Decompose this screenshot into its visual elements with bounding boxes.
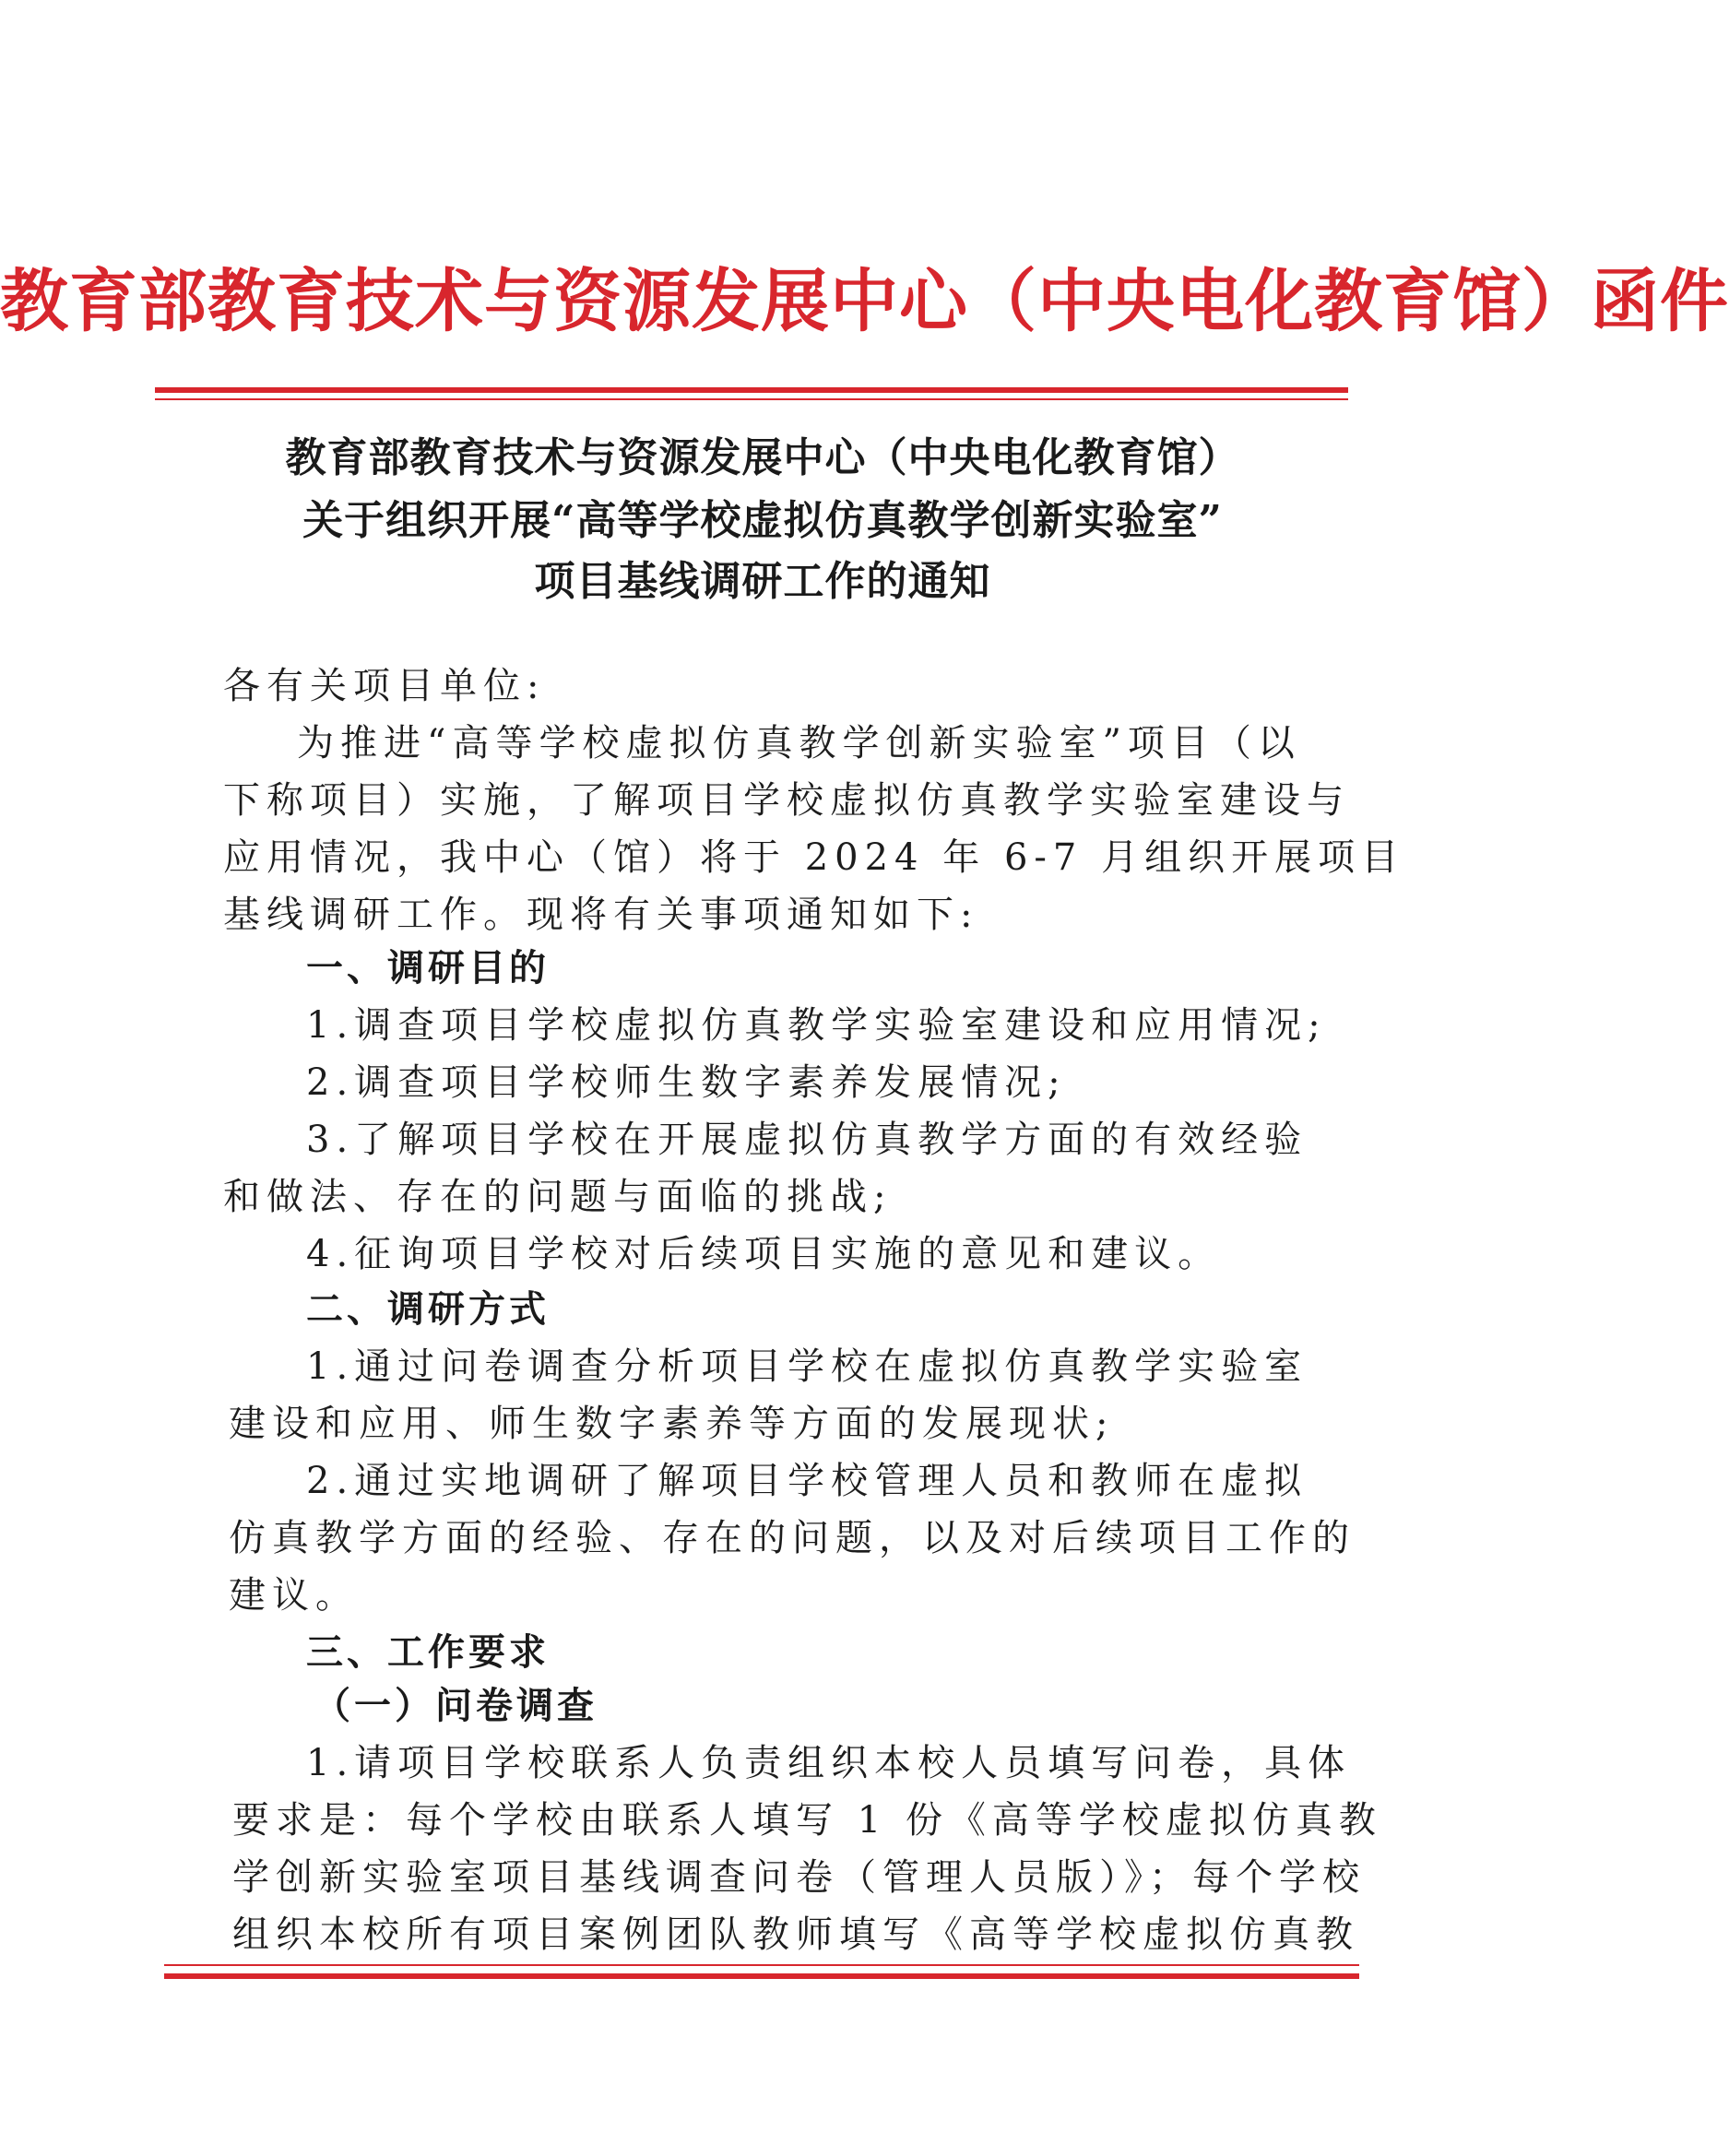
section-1-line: 和做法、存在的问题与面临的挑战;: [223, 1176, 893, 1218]
section-1-line: 3.了解项目学校在开展虚拟仿真教学方面的有效经验: [306, 1119, 1309, 1161]
notice-title-line-2: 关于组织开展“高等学校虚拟仿真教学创新实验室”: [302, 497, 1223, 544]
section-3-line: 要求是：每个学校由联系人填写 1 份《高等学校虚拟仿真教: [232, 1799, 1382, 1842]
section-2-line: 建议。: [229, 1574, 359, 1617]
section-2-heading: 二、调研方式: [306, 1288, 550, 1331]
footer-rule-thin: [164, 1964, 1359, 1966]
intro-line: 为推进“高等学校虚拟仿真教学创新实验室”项目（以: [297, 722, 1301, 764]
salutation: 各有关项目单位:: [223, 665, 546, 707]
section-1-line: 1.调查项目学校虚拟仿真教学实验室建设和应用情况;: [306, 1004, 1327, 1047]
notice-title-line-1: 教育部教育技术与资源发展中心（中央电化教育馆）: [285, 434, 1240, 481]
intro-line: 基线调研工作。现将有关事项通知如下:: [223, 894, 979, 936]
footer-rule-thick: [164, 1973, 1359, 1979]
section-1-line: 2.调查项目学校师生数字素养发展情况;: [306, 1061, 1067, 1104]
section-2-line: 2.通过实地调研了解项目学校管理人员和教师在虚拟: [306, 1460, 1309, 1502]
section-3-line: 组织本校所有项目案例团队教师填写《高等学校虚拟仿真教: [232, 1913, 1359, 1956]
section-3-subheading: （一）问卷调查: [314, 1685, 598, 1727]
section-3-line: 学创新实验室项目基线调查问卷（管理人员版）》；每个学校: [232, 1856, 1366, 1899]
section-1-line: 4.征询项目学校对后续项目实施的意见和建议。: [306, 1233, 1222, 1275]
section-2-line: 仿真教学方面的经验、存在的问题，以及对后续项目工作的: [229, 1517, 1356, 1559]
letterhead-rule-thin: [155, 398, 1348, 400]
section-3-line: 1.请项目学校联系人负责组织本校人员填写问卷，具体: [306, 1742, 1352, 1784]
letterhead-rule-thick: [155, 387, 1348, 393]
section-1-heading: 一、调研目的: [306, 947, 550, 989]
letterhead-title: 教育部教育技术与资源发展中心（中央电化教育馆）函件: [0, 262, 1729, 341]
section-2-line: 1.通过问卷调查分析项目学校在虚拟仿真教学实验室: [306, 1345, 1309, 1388]
intro-line: 下称项目）实施，了解项目学校虚拟仿真教学实验室建设与: [223, 779, 1350, 822]
section-2-line: 建设和应用、师生数字素养等方面的发展现状;: [229, 1403, 1115, 1445]
notice-title-line-3: 项目基线调研工作的通知: [534, 558, 991, 605]
intro-line: 应用情况，我中心（馆）将于 2024 年 6-7 月组织开展项目: [223, 836, 1405, 879]
section-3-heading: 三、工作要求: [306, 1631, 550, 1674]
